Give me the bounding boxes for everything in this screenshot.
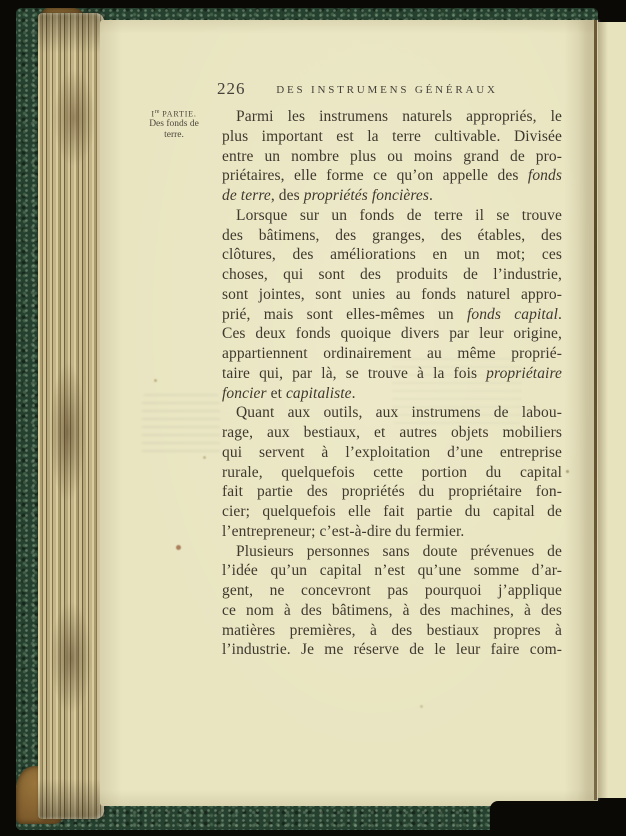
text-line: [222, 601, 562, 621]
book-page: [100, 20, 598, 806]
text-segment: Lorsque sur un fonds de terre il se trouve: [236, 206, 562, 224]
text-segment: appartiennent ordinairement au même proprié-: [222, 345, 562, 362]
text-line: [222, 502, 562, 522]
text-segment: des bâtimens, des granges, des étables, des: [222, 226, 562, 244]
text-segment: et: [266, 384, 286, 402]
text-segment: rurale, quelquefois cette portion du capital: [222, 463, 562, 481]
text-segment: Parmi les instrumens naturels appropriés, le: [236, 108, 562, 125]
margin-note-part-line: [126, 109, 222, 119]
showthrough-ghost-text: [142, 394, 220, 456]
text-line: [222, 285, 562, 305]
text-segment: , des: [270, 187, 304, 204]
italic-text-segment: capitaliste: [285, 384, 352, 402]
text-line: [222, 186, 562, 206]
italic-text-segment: fonds: [527, 167, 562, 185]
text-line: [222, 107, 562, 127]
text-segment: ce nom à des bâtimens, à des machines, à des: [222, 601, 562, 619]
text-line: [222, 542, 562, 562]
italic-text-segment: foncier: [222, 384, 267, 402]
text-line: [222, 581, 562, 601]
foxing-spot: [203, 456, 206, 459]
text-line: [222, 265, 562, 285]
text-line: [222, 166, 562, 186]
text-line: [222, 561, 562, 581]
text-line: [222, 305, 562, 325]
italic-text-segment: propriétaire: [486, 364, 562, 382]
text-segment: matières premières, à des bestiaux propres à: [222, 621, 562, 639]
text-line: [222, 522, 562, 542]
running-header: DES INSTRUMENS GÉNÉRAUX: [276, 84, 498, 96]
text-line: [222, 482, 562, 502]
text-segment: Ces deux fonds quoique divers par leur origine,: [222, 325, 562, 343]
text-segment: cier; quelquefois elle fait partie du capital de: [222, 503, 562, 520]
text-segment: choses, qui sont des produits de l’industrie,: [222, 266, 562, 283]
text-segment: .: [558, 305, 562, 323]
text-line: [222, 147, 562, 167]
text-segment: Plusieurs personnes sans doute prévenues de: [236, 542, 562, 560]
text-segment: rage, aux bestiaux, et autres objets mobiliers: [222, 424, 562, 441]
text-segment: taire qui, par là, se trouve à la fois: [222, 364, 487, 382]
text-segment: l’idée qu’un capital n’est qu’une somme d’ar-: [222, 562, 562, 580]
italic-text-segment: propriétés foncières: [303, 187, 430, 204]
text-line: [222, 423, 562, 443]
showthrough-ghost-text: [392, 358, 522, 424]
margin-note: [126, 109, 222, 142]
text-segment: prié, mais sont elles-mêmes un: [222, 305, 467, 323]
page-fore-edges: [38, 13, 104, 819]
margin-note-part-superscript: re: [154, 109, 160, 115]
margin-note-part-base: I: [151, 109, 155, 119]
facing-page-sliver: [598, 22, 626, 798]
text-segment: Quant aux outils, aux instrumens de labou-: [236, 404, 562, 422]
text-segment: l’industrie. Je me réserve de le leur faire com-: [222, 641, 562, 659]
text-line: [222, 245, 562, 265]
text-segment: clôtures, des améliorations en un mot; ces: [222, 246, 562, 264]
margin-note-subject-line2: terre.: [164, 130, 184, 141]
text-line: [222, 463, 562, 483]
gutter-crease: [594, 20, 597, 800]
text-segment: gent, ne concevront pas pourquoi j’applique: [222, 582, 562, 599]
text-segment: fait partie des propriétés du propriétaire fon-: [222, 483, 562, 501]
foxing-spot: [420, 705, 423, 708]
text-line: [222, 226, 562, 246]
text-segment: qui servent à l’exploitation d’une entreprise: [222, 443, 562, 461]
text-segment: entre un nombre plus ou moins grand de pro-: [222, 147, 562, 165]
margin-note-subject-line1: Des fonds de: [149, 118, 199, 129]
text-segment: .: [429, 187, 433, 204]
text-segment: plus important est la terre cultivable. Divisée: [222, 127, 562, 145]
text-line: [222, 640, 562, 660]
text-line: [222, 324, 562, 344]
text-segment: sont jointes, sont unies au fonds naturel appro-: [222, 285, 562, 303]
text-line: [222, 621, 562, 641]
page-number: 226: [217, 79, 246, 98]
text-segment: priétaires, elle forme ce qu’on appelle des: [222, 167, 528, 185]
text-line: [222, 206, 562, 226]
shadow-patch-bottom-right: [490, 801, 626, 836]
margin-note-part-tail: PARTIE.: [159, 109, 197, 119]
foxing-spot: [566, 470, 569, 473]
italic-text-segment: de terre: [222, 187, 271, 204]
foxing-spot: [176, 545, 181, 550]
foxing-spot: [154, 379, 157, 382]
text-segment: l’entrepreneur; c’est-à-dire du fermier.: [222, 522, 465, 540]
text-line: [222, 443, 562, 463]
text-segment: .: [351, 384, 356, 402]
text-line: [222, 127, 562, 147]
italic-text-segment: fonds capital: [466, 305, 559, 323]
